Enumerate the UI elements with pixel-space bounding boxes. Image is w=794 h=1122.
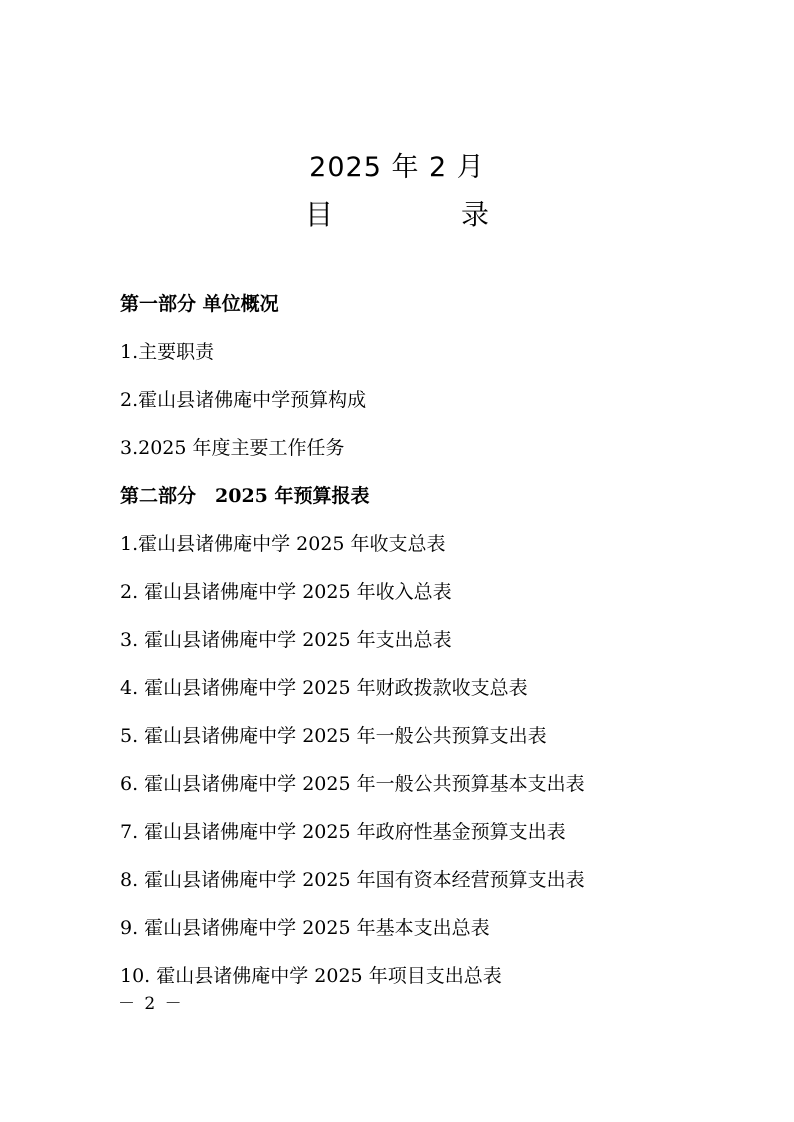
document-date: 2025 年 2 月 [309,152,485,183]
toc-item: 8. 霍山县诸佛庵中学 2025 年国有资本经营预算支出表 [120,869,585,891]
toc-part1-heading: 第一部分 单位概况 [120,293,279,315]
toc-item: 2.霍山县诸佛庵中学预算构成 [120,389,367,411]
table-of-contents [120,284,740,1004]
toc-title: 目 录 [304,198,539,231]
page-number: － 2 － [118,994,184,1014]
toc-item: 7. 霍山县诸佛庵中学 2025 年政府性基金预算支出表 [120,821,566,843]
toc-item: 3. 霍山县诸佛庵中学 2025 年支出总表 [120,629,452,651]
toc-part2-heading: 第二部分 2025 年预算报表 [120,485,370,507]
toc-item: 1.主要职责 [120,341,215,363]
toc-item: 6. 霍山县诸佛庵中学 2025 年一般公共预算基本支出表 [120,773,585,795]
toc-item: 10. 霍山县诸佛庵中学 2025 年项目支出总表 [120,965,502,987]
toc-item: 5. 霍山县诸佛庵中学 2025 年一般公共预算支出表 [120,725,547,747]
toc-item: 4. 霍山县诸佛庵中学 2025 年财政拨款收支总表 [120,677,528,699]
toc-item: 1.霍山县诸佛庵中学 2025 年收支总表 [120,533,446,555]
toc-item: 9. 霍山县诸佛庵中学 2025 年基本支出总表 [120,917,490,939]
toc-item: 3.2025 年度主要工作任务 [120,437,345,459]
toc-item: 2. 霍山县诸佛庵中学 2025 年收入总表 [120,581,452,603]
